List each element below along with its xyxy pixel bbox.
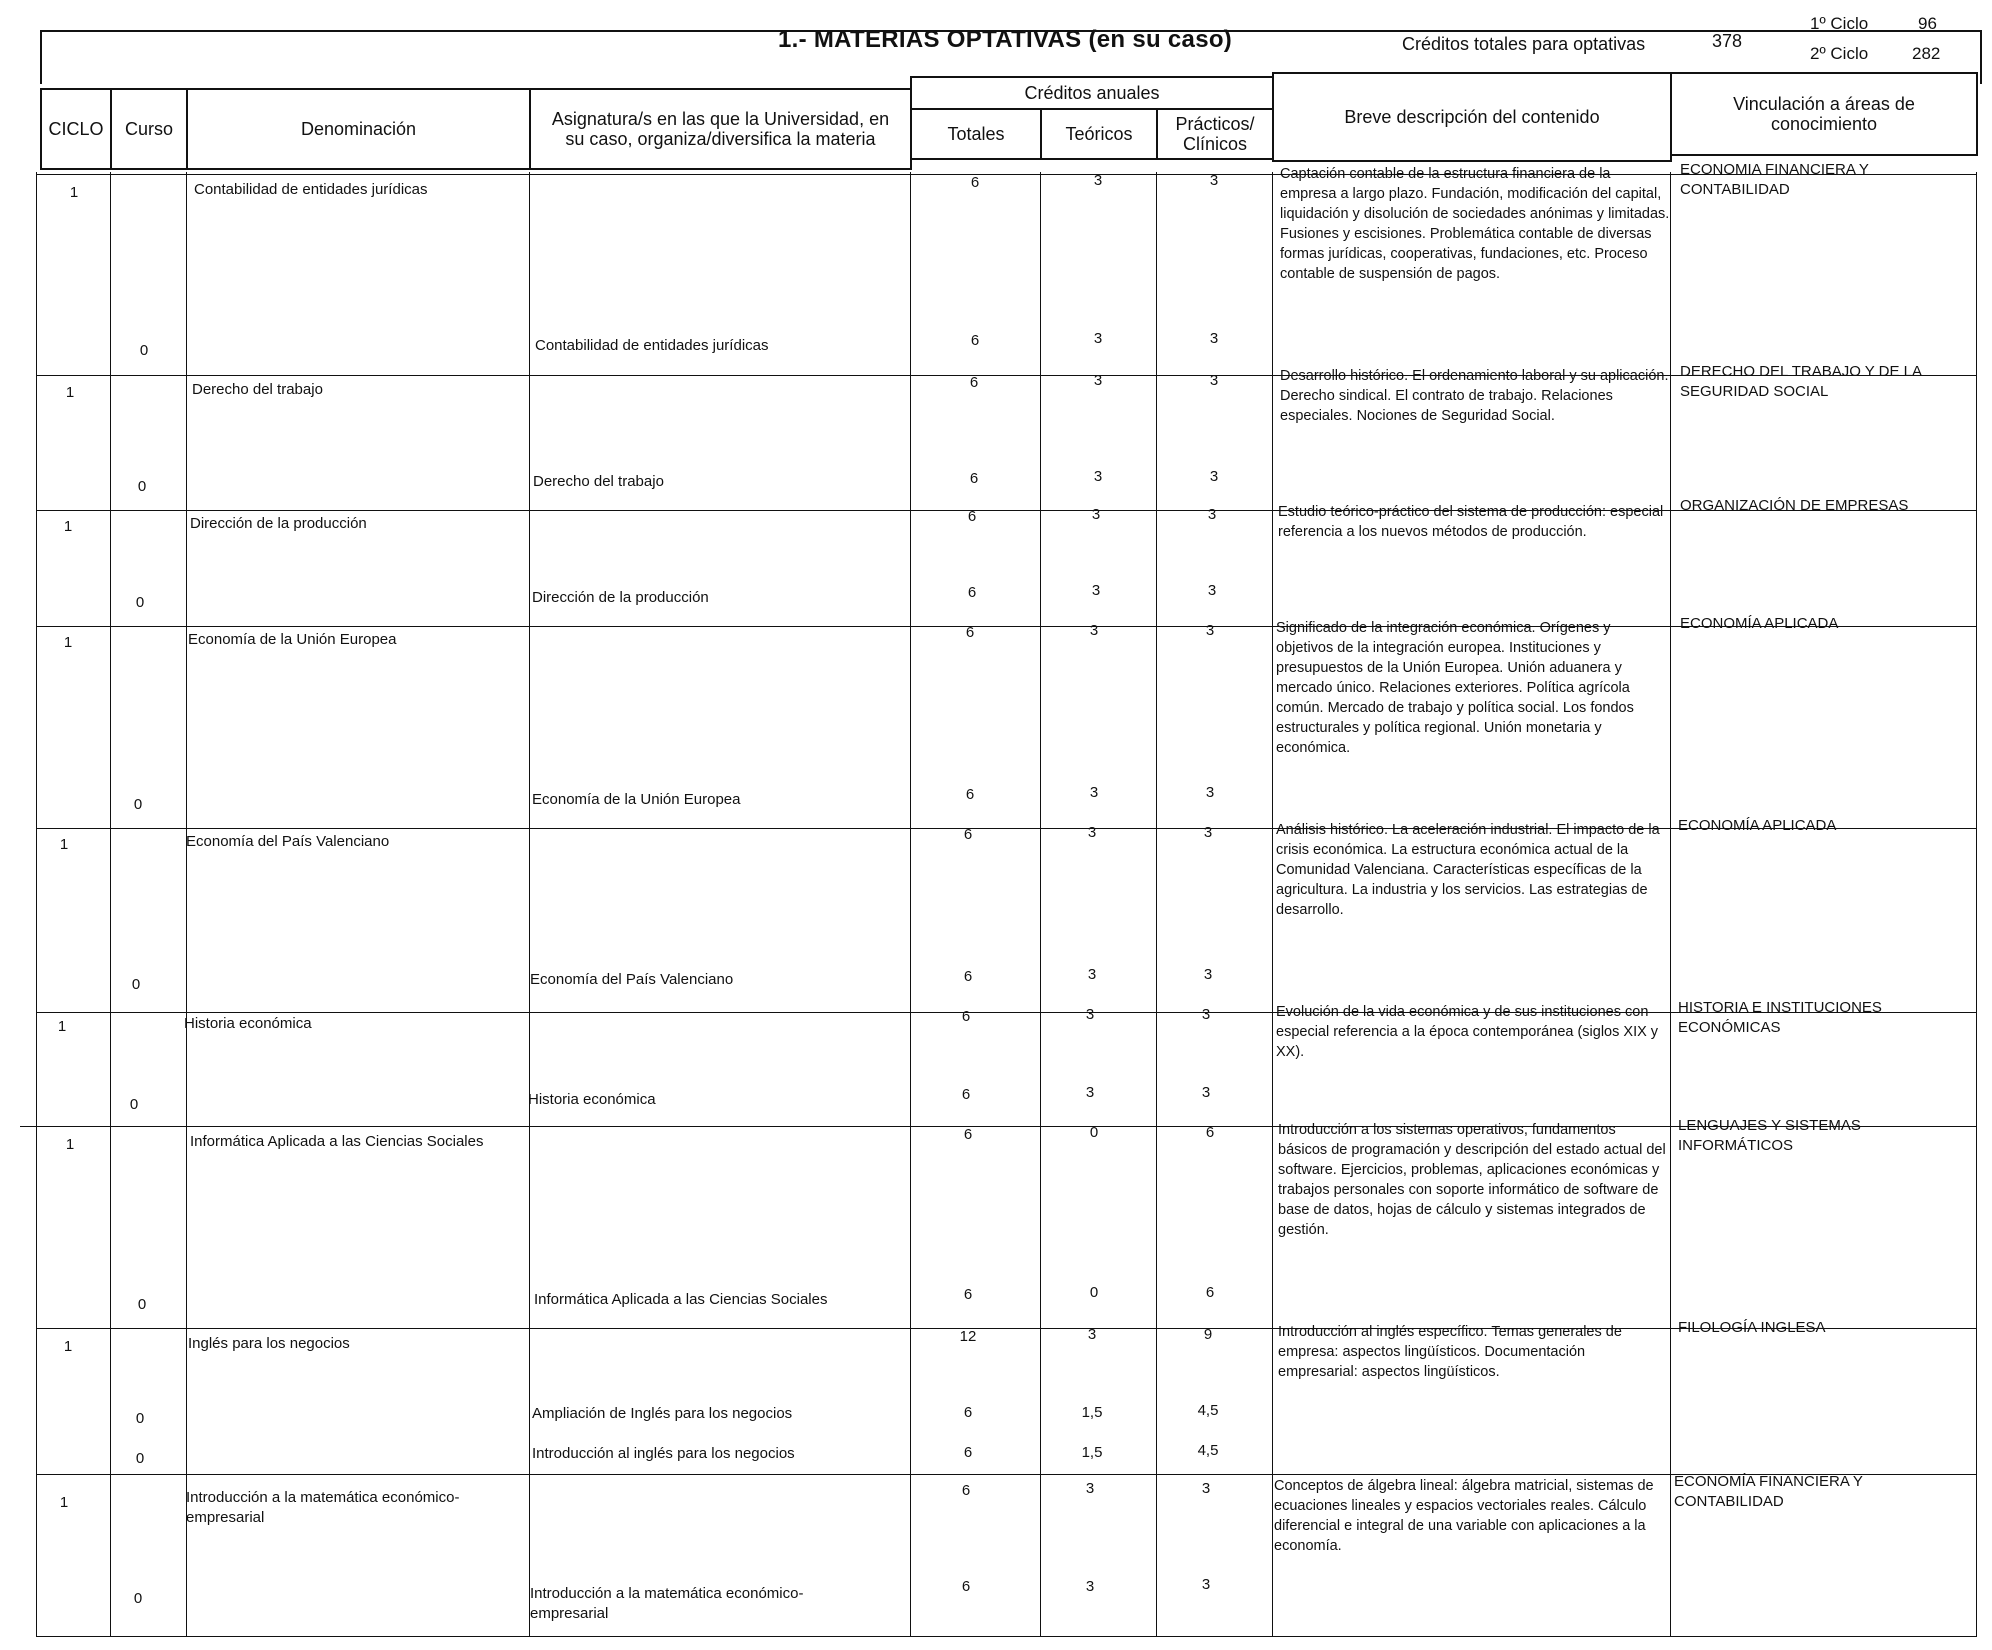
header-denominacion: Denominación	[186, 88, 531, 170]
ciclo-cell: 1	[59, 836, 69, 853]
area-cell: DERECHO DEL TRABAJO Y DE LA SEGURIDAD SOCIAL	[1680, 363, 1922, 400]
practicos-cell: 4,5	[1197, 1442, 1219, 1459]
header-teoricos: Teóricos	[1040, 108, 1158, 160]
practicos-cell: 3	[1201, 1006, 1211, 1023]
descripcion-cell: Significado de la integración económica. Orígenes y objetivos de la integración europea. Instituciones y presupuestos de la Unión Europea. Unión aduanera y mercado único. Relaciones exteriores. Política agrícola común. Mercado de trabajo y política social. Los fondos estructurales y política regional. Unión monetaria y económica.	[1276, 620, 1634, 756]
practicos-cell: 3	[1203, 966, 1213, 983]
totales-cell: 6	[970, 332, 980, 349]
totales-cell: 6	[963, 968, 973, 985]
practicos-cell: 3	[1201, 1480, 1211, 1497]
practicos-cell: 3	[1201, 1576, 1211, 1593]
teoricos-cell: 3	[1085, 1084, 1095, 1101]
curso-cell: 0	[135, 594, 145, 611]
ciclo-cell: 1	[63, 634, 73, 651]
totales-cell: 6	[969, 470, 979, 487]
denominacion-cell: Derecho del trabajo	[192, 381, 323, 398]
teoricos-cell: 3	[1091, 506, 1101, 523]
totales-cell: 6	[970, 174, 980, 191]
asignatura-cell: Introducción al inglés para los negocios	[532, 1445, 795, 1462]
denominacion-cell: Economía de la Unión Europea	[188, 631, 397, 648]
totales-cell: 6	[967, 584, 977, 601]
header-ciclo: CICLO	[40, 88, 112, 170]
totales-cell: 6	[963, 1286, 973, 1303]
denominacion-cell: Historia económica	[184, 1015, 312, 1032]
ciclo1-label: 1º Ciclo	[1810, 14, 1869, 33]
teoricos-cell: 0	[1089, 1124, 1099, 1141]
curso-cell: 0	[131, 976, 141, 993]
practicos-cell: 6	[1205, 1284, 1215, 1301]
descripcion-cell: Evolución de la vida económica y de sus instituciones con especial referencia a la época contemporánea (siglos XIX y XX).	[1276, 1004, 1659, 1060]
curso-cell: 0	[133, 1590, 143, 1607]
practicos-cell: 3	[1203, 824, 1213, 841]
totales-cell: 6	[965, 624, 975, 641]
grid-line	[910, 172, 911, 1637]
denominacion-cell: Inglés para los negocios	[188, 1335, 350, 1352]
teoricos-cell: 3	[1085, 1578, 1095, 1595]
grid-line	[186, 172, 187, 1637]
denominacion-cell: Contabilidad de entidades jurídicas	[194, 181, 428, 198]
area-cell: FILOLOGÍA INGLESA	[1678, 1319, 1826, 1336]
ciclo-cell: 1	[65, 384, 75, 401]
teoricos-cell: 3	[1093, 372, 1103, 389]
practicos-cell: 3	[1209, 172, 1219, 189]
totales-cell: 6	[961, 1482, 971, 1499]
header-practicos: Prácticos/ Clínicos	[1156, 108, 1274, 160]
teoricos-cell: 3	[1087, 966, 1097, 983]
header-asignaturas: Asignatura/s en las que la Universidad, en su caso, organiza/diversifica la materia	[529, 88, 912, 170]
denominacion-cell: Economía del País Valenciano	[186, 833, 390, 850]
curso-cell: 0	[129, 1096, 139, 1113]
ciclo2-label: 2º Ciclo	[1810, 44, 1869, 63]
asignatura-cell: Informática Aplicada a las Ciencias Sociales	[534, 1291, 828, 1308]
practicos-cell: 3	[1205, 622, 1215, 639]
header-vinculacion: Vinculación a áreas de conocimiento	[1670, 72, 1978, 156]
practicos-cell: 4,5	[1197, 1402, 1219, 1419]
teoricos-cell: 1,5	[1081, 1444, 1103, 1461]
curso-cell: 0	[137, 478, 147, 495]
area-cell: ECONOMÍA FINANCIERA Y CONTABILIDAD	[1674, 1473, 1863, 1510]
asignatura-cell: Derecho del trabajo	[533, 473, 664, 490]
asignatura-cell: Economía de la Unión Europea	[532, 791, 741, 808]
teoricos-cell: 3	[1085, 1480, 1095, 1497]
area-cell: HISTORIA E INSTITUCIONES ECONÓMICAS	[1678, 999, 1882, 1036]
teoricos-cell: 3	[1089, 622, 1099, 639]
totales-cell: 6	[963, 1444, 973, 1461]
area-cell: ECONOMÍA APLICADA	[1680, 615, 1839, 632]
ciclo2-value: 282	[1912, 44, 1941, 63]
curso-cell: 0	[135, 1450, 145, 1467]
teoricos-cell: 0	[1089, 1284, 1099, 1301]
curso-cell: 0	[139, 342, 149, 359]
asignatura-cell: Introducción a la matemática económico-empresarial	[530, 1585, 804, 1622]
asignatura-cell: Economía del País Valenciano	[530, 971, 734, 988]
curso-cell: 0	[137, 1296, 147, 1313]
denominacion-cell: Introducción a la matemática económico-empresarial	[186, 1489, 460, 1526]
grid-line	[529, 172, 530, 1637]
header-curso: Curso	[110, 88, 188, 170]
curso-cell: 0	[133, 796, 143, 813]
teoricos-cell: 3	[1087, 1326, 1097, 1343]
ciclo-cell: 1	[63, 518, 73, 535]
totales-cell: 6	[967, 508, 977, 525]
area-cell: LENGUAJES Y SISTEMAS INFORMÁTICOS	[1678, 1117, 1861, 1154]
area-cell: ECONOMIA FINANCIERA Y CONTABILIDAD	[1680, 161, 1869, 198]
teoricos-cell: 3	[1085, 1006, 1095, 1023]
header-creditos-anuales: Créditos anuales	[910, 76, 1274, 110]
creditos-totales-label: Créditos totales para optativas	[1402, 34, 1646, 54]
teoricos-cell: 1,5	[1081, 1404, 1103, 1421]
descripcion-cell: Captación contable de la estructura financiera de la empresa a largo plazo. Fundación, modificación del capital, liquidación y disolución de sociedades anónimas y limitadas. Fusiones y escisiones. Problemática contable de diversas formas jurídicas, cooperativas, fundaciones, etc. Proceso contable de suspensión de pagos.	[1280, 166, 1670, 282]
totales-cell: 6	[961, 1086, 971, 1103]
descripcion-cell: Estudio teórico-práctico del sistema de producción: especial referencia a los nuevos métodos de producción.	[1278, 504, 1664, 540]
asignatura-cell: Dirección de la producción	[532, 589, 709, 606]
practicos-cell: 9	[1203, 1326, 1213, 1343]
header-descripcion: Breve descripción del contenido	[1272, 72, 1672, 162]
creditos-totales-value: 378	[1712, 31, 1743, 51]
asignatura-cell: Ampliación de Inglés para los negocios	[532, 1405, 793, 1422]
descripcion-cell: Conceptos de álgebra lineal: álgebra matricial, sistemas de ecuaciones lineales y espacios vectoriales reales. Cálculo diferencial e integral de una variable con aplicaciones a la economía.	[1274, 1478, 1654, 1554]
ciclo-cell: 1	[63, 1338, 73, 1355]
grid-line	[1156, 172, 1157, 1637]
area-cell: ORGANIZACIÓN DE EMPRESAS	[1680, 497, 1909, 514]
teoricos-cell: 3	[1089, 784, 1099, 801]
grid-line	[1040, 172, 1041, 1637]
denominacion-cell: Informática Aplicada a las Ciencias Sociales	[190, 1133, 484, 1150]
page-title: 1.- MATERIAS OPTATIVAS (en su caso)	[778, 26, 1233, 53]
teoricos-cell: 3	[1093, 330, 1103, 347]
descripcion-cell: Desarrollo histórico. El ordenamiento laboral y su aplicación. Derecho sindical. El contrato de trabajo. Relaciones especiales. Nociones de Seguridad Social.	[1280, 368, 1669, 424]
grid-line	[1272, 172, 1273, 1637]
ciclo-cell: 1	[69, 184, 79, 201]
grid-line	[1670, 172, 1671, 1637]
practicos-cell: 3	[1207, 582, 1217, 599]
curso-cell: 0	[135, 1410, 145, 1427]
descripcion-cell: Análisis histórico. La aceleración industrial. El impacto de la crisis económica. La estructura económica actual de la Comunidad Valenciana. Características específicas de la agricultura. La industria y los servicios. Las estrategias de desarrollo.	[1276, 822, 1660, 918]
practicos-cell: 3	[1209, 468, 1219, 485]
totales-cell: 6	[965, 786, 975, 803]
header-totales: Totales	[910, 108, 1042, 160]
practicos-cell: 3	[1205, 784, 1215, 801]
practicos-cell: 3	[1207, 506, 1217, 523]
totales-cell: 6	[969, 374, 979, 391]
asignatura-cell: Historia económica	[528, 1091, 656, 1108]
practicos-cell: 3	[1209, 372, 1219, 389]
totales-cell: 6	[963, 1404, 973, 1421]
grid-line	[1976, 172, 1977, 1637]
practicos-cell: 6	[1205, 1124, 1215, 1141]
grid-line	[36, 1636, 1976, 1637]
descripcion-cell: Introducción al inglés específico. Temas generales de empresa: aspectos lingüísticos. Documentación empresarial: aspectos lingüísticos.	[1278, 1324, 1622, 1380]
teoricos-cell: 3	[1087, 824, 1097, 841]
asignatura-cell: Contabilidad de entidades jurídicas	[535, 337, 769, 354]
grid-line	[36, 172, 37, 1637]
totales-cell: 6	[961, 1578, 971, 1595]
totales-cell: 6	[961, 1008, 971, 1025]
ciclo-cell: 1	[57, 1018, 67, 1035]
denominacion-cell: Dirección de la producción	[190, 515, 367, 532]
practicos-cell: 3	[1201, 1084, 1211, 1101]
totales-cell: 12	[959, 1328, 977, 1345]
ciclo-cell: 1	[59, 1494, 69, 1511]
practicos-cell: 3	[1209, 330, 1219, 347]
ciclo-cell: 1	[65, 1136, 75, 1153]
descripcion-cell: Introducción a los sistemas operativos, fundamentos básicos de programación y descripción del estado actual del software. Ejercicios, problemas, aplicaciones económicas y trabajos personales con soporte informático de software de base de datos, hojas de cálculo y sistemas integrados de gestión.	[1278, 1122, 1666, 1238]
totales-cell: 6	[963, 826, 973, 843]
area-cell: ECONOMÍA APLICADA	[1678, 817, 1837, 834]
teoricos-cell: 3	[1093, 468, 1103, 485]
totales-cell: 6	[963, 1126, 973, 1143]
teoricos-cell: 3	[1093, 172, 1103, 189]
teoricos-cell: 3	[1091, 582, 1101, 599]
ciclo1-value: 96	[1918, 14, 1937, 33]
